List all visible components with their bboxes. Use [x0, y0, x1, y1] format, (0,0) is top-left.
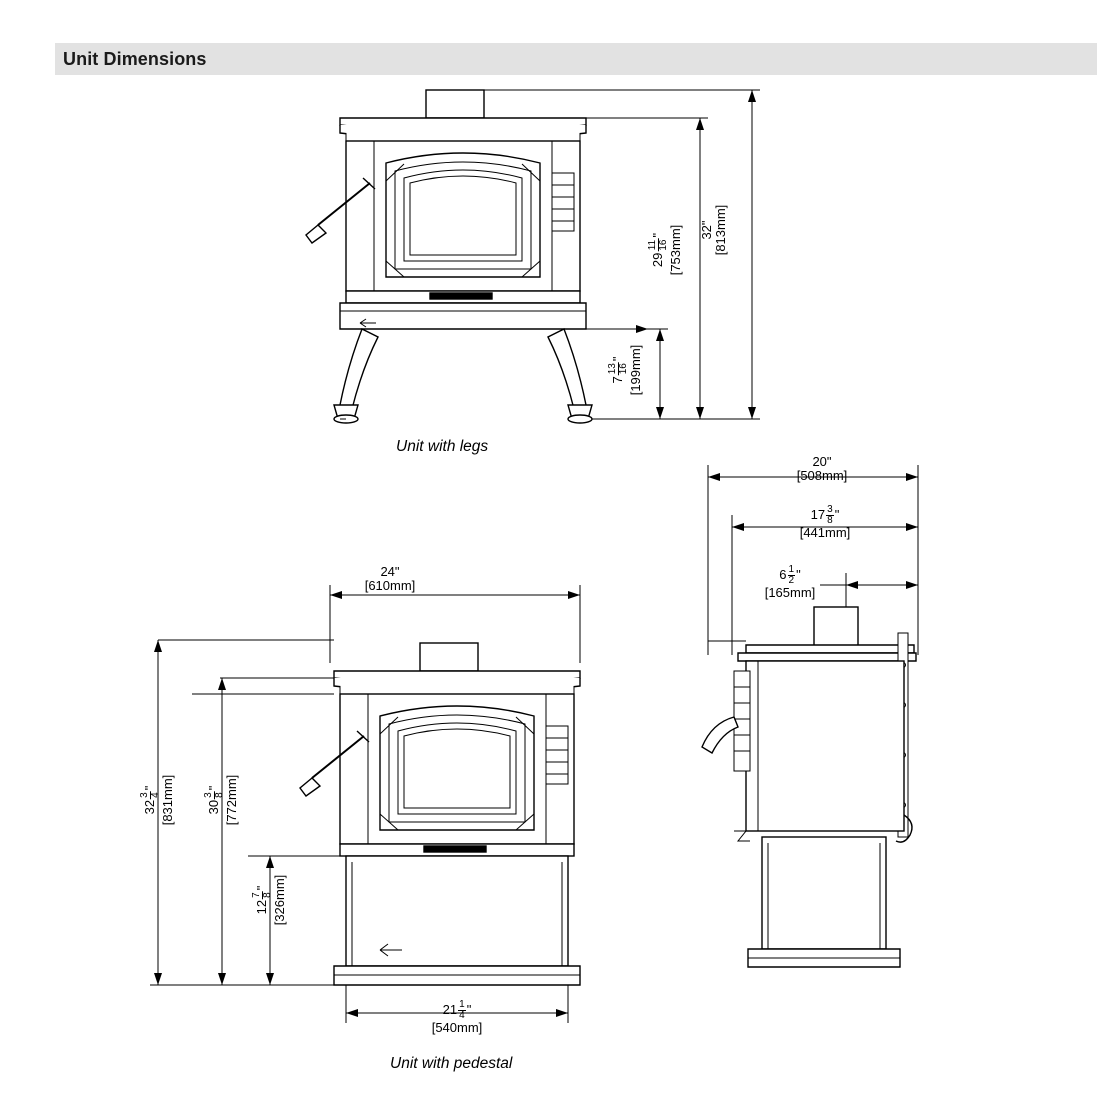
dim-side-overall-depth: [762, 455, 882, 482]
dim-side-flue-offset: [730, 565, 850, 600]
dim-legs-clearance-inch: 7 13 16 ": [607, 356, 629, 384]
caption-unit-with-legs: Unit with legs: [396, 438, 489, 455]
dim-legs-overall-height: [700, 205, 727, 256]
dim-side-overall-mm: [508mm]: [796, 467, 848, 483]
dim-legs-overall-mm: [813mm]: [712, 204, 728, 256]
dim-legs-clearance-height: [608, 345, 643, 396]
dim-legs-clearance-mm: [199mm]: [628, 344, 643, 396]
dim-pedestal-body-height: [204, 775, 239, 826]
dim-side-overall-inch: 20": [812, 454, 832, 469]
dim-pedestal-base-width-mm: [540mm]: [431, 1020, 483, 1035]
caption-unit-with-pedestal: Unit with pedestal: [390, 1055, 513, 1072]
figure-unit-with-legs: [300, 85, 780, 435]
page-title: Unit Dimensions: [63, 48, 207, 69]
dim-pedestal-base-height-inch: 12 7 8 ": [251, 885, 273, 915]
dim-pedestal-overall-height: [140, 775, 175, 826]
dim-pedestal-width-inch: 24": [380, 564, 400, 579]
dim-side-flue-mm: [165mm]: [764, 585, 816, 600]
dim-pedestal-base-height: [252, 875, 287, 926]
dim-legs-top-mm: [753mm]: [668, 224, 683, 276]
dim-pedestal-overall-mm: [831mm]: [160, 774, 175, 826]
dim-legs-top-height: [648, 225, 683, 276]
unit-with-legs-drawing: [300, 85, 780, 435]
section-header: [55, 43, 1097, 75]
dim-pedestal-body-inch: 30 3 8 ": [203, 785, 225, 815]
dim-side-body-depth: [760, 505, 890, 540]
dim-pedestal-width-mm: [610mm]: [364, 577, 416, 593]
dim-side-flue-inch: 6 $\frac{1}{2}$ ": [779, 564, 801, 586]
dim-pedestal-base-width-inch: 21 $\frac{1}{4}$ ": [442, 999, 472, 1021]
dim-side-body-mm: [441mm]: [799, 525, 851, 540]
dim-pedestal-body-mm: [772mm]: [224, 774, 239, 826]
dim-pedestal-width-top: [340, 565, 440, 592]
dim-pedestal-overall-inch: 32 3 4 ": [139, 785, 161, 815]
dim-pedestal-base-width: [397, 1000, 517, 1035]
dim-pedestal-base-height-mm: [326mm]: [272, 874, 287, 926]
dim-side-body-inch: 17 $\frac{3}{8}$ ": [810, 504, 840, 526]
dim-legs-overall-inch: 32": [699, 220, 714, 240]
dim-legs-top-inch: 29 11 16 ": [647, 232, 669, 268]
